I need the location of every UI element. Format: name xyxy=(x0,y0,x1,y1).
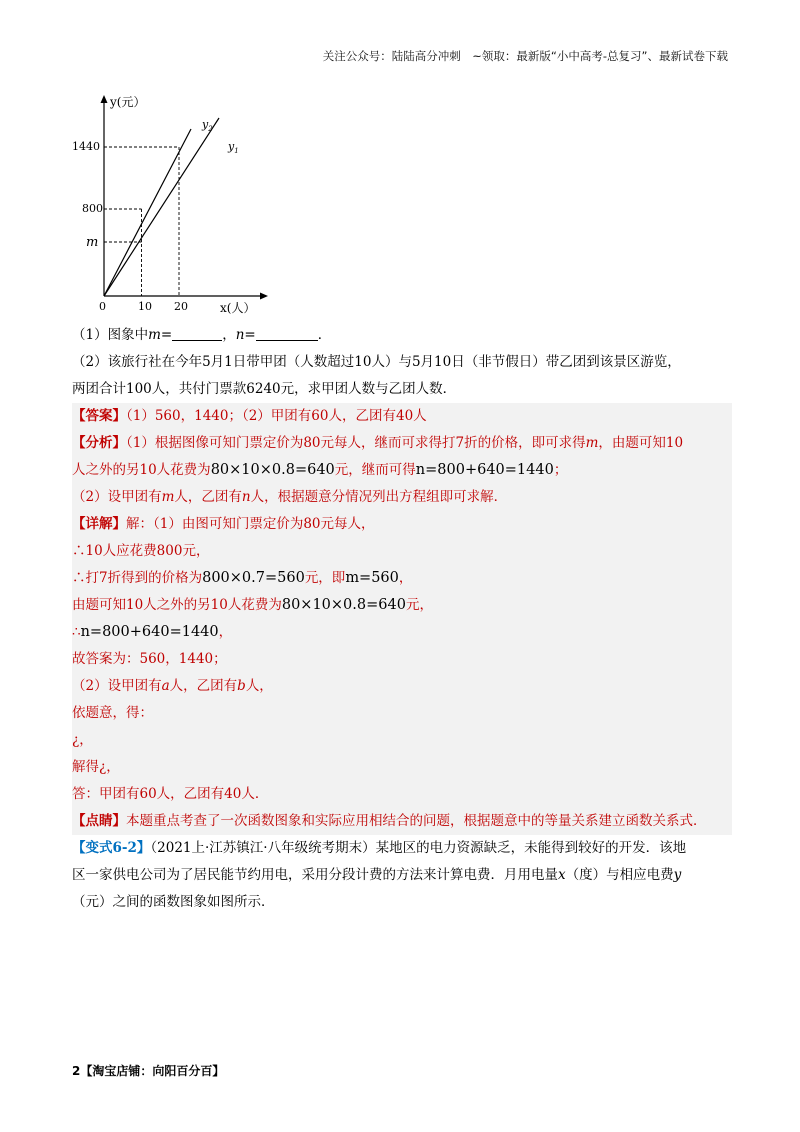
y-tick-m: m xyxy=(86,235,99,250)
line-label-y2: $y_2$ xyxy=(202,118,213,133)
question-1: （1）图象中m= ，n= ． xyxy=(72,327,332,343)
y-tick-800: 800 xyxy=(82,202,103,215)
function-graph xyxy=(70,90,270,320)
detail-line-3: ∴打7折得到的价格为800×0.7=560元，即m=560， xyxy=(72,570,413,586)
analysis-line-3: （2）设甲团有m人，乙团有n人，根据题意分情况列出方程组即可求解． xyxy=(72,489,508,505)
y-axis-arrow xyxy=(101,95,108,103)
line-label-y1: $y_1$ xyxy=(228,140,239,155)
detail-line-7: （2）设甲团有a人，乙团有b人， xyxy=(72,678,273,694)
x-tick-20: 20 xyxy=(174,300,188,313)
detail-line-11: 答：甲团有60人，乙团有40人． xyxy=(72,786,269,802)
series-line-y2 xyxy=(104,129,191,296)
solution-block xyxy=(72,403,732,835)
detail-line-8: 依题意，得： xyxy=(72,705,153,721)
x-axis-label: x(人） xyxy=(220,301,256,315)
answer-blank-m[interactable] xyxy=(172,326,222,341)
variant-line-1: 【变式6-2】（2021上·江苏镇江·八年级统考期末）某地区的电力资源缺乏，未能得到较好的开发．该地 xyxy=(72,840,687,856)
x-tick-10: 10 xyxy=(138,300,152,313)
detail-line-2: ∴10人应花费800元， xyxy=(72,543,210,559)
y-axis-label: y(元） xyxy=(110,95,146,109)
origin-label: 0 xyxy=(99,300,106,313)
analysis-line-2: 人之外的另10人花费为80×10×0.8=640元，继而可得n=800+640=1440； xyxy=(72,462,568,478)
variant-line-3: （元）之间的函数图象如图所示． xyxy=(72,894,275,910)
detail-line-9: ¿， xyxy=(72,732,93,748)
question-2-line-2: 两团合计100人，共付门票款6240元，求甲团人数与乙团人数． xyxy=(72,381,457,397)
answer-blank-n[interactable] xyxy=(256,326,318,341)
analysis-line-1: 【分析】（1）根据图像可知门票定价为80元每人，继而可求得打7折的价格，即可求得m，由题可知10 xyxy=(72,435,684,451)
detail-line-10: 解得¿， xyxy=(72,759,120,775)
variant-line-2: 区一家供电公司为了居民能节约用电，采用分段计费的方法来计算电费．月用电量x（度）与相应电费y xyxy=(72,867,682,883)
detail-line-1: 【详解】解：（1）由图可知门票定价为80元每人， xyxy=(72,516,375,532)
y-tick-1440: 1440 xyxy=(72,140,100,153)
x-axis-arrow xyxy=(260,293,268,300)
detail-line-5: ∴n=800+640=1440， xyxy=(72,624,233,640)
detail-line-6: 故答案为：560，1440； xyxy=(72,651,227,667)
question-2-line-1: （2）该旅行社在今年5月1日带甲团（人数超过10人）与5月10日（非节假日）带乙团到该景区游览， xyxy=(72,354,681,370)
series-line-y1 xyxy=(104,118,219,296)
page-header: 关注公众号：陆陆高分冲刺 ~领取：最新版“小中高考-总复习”、最新试卷下载 xyxy=(322,49,728,63)
detail-line-4: 由题可知10人之外的另10人花费为80×10×0.8=640元， xyxy=(72,597,433,613)
answer-line: 【答案】（1）560，1440；（2）甲团有60人，乙团有40人 xyxy=(72,408,427,424)
comment-line: 【点睛】本题重点考查了一次函数图象和实际应用相结合的问题，根据题意中的等量关系建立函数关系式． xyxy=(72,813,707,829)
page-footer: 2【淘宝店铺：向阳百分百】 xyxy=(72,1064,225,1078)
content xyxy=(72,322,732,916)
